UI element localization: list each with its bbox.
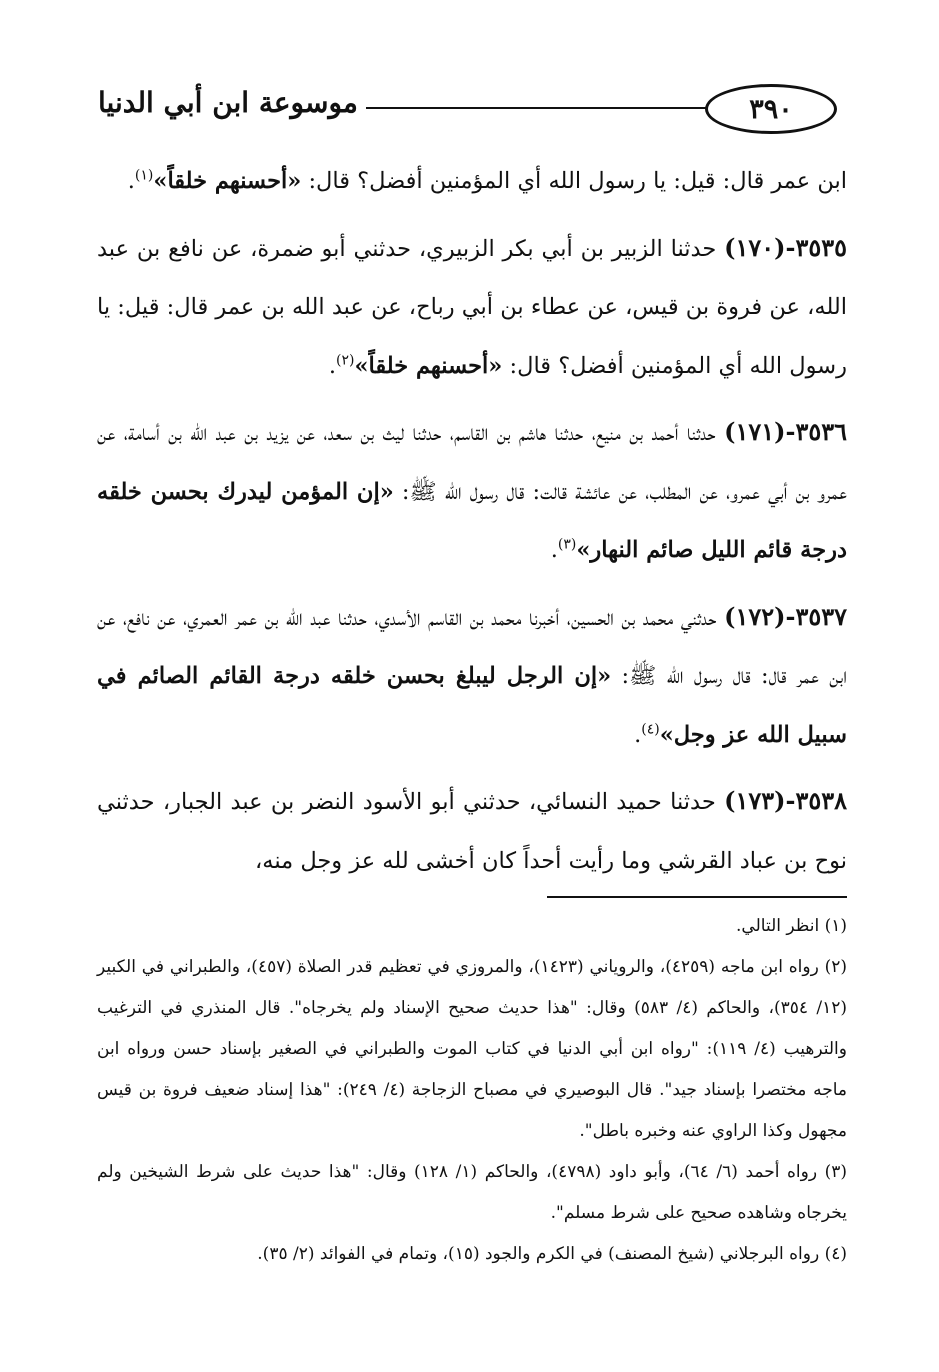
footnote: (٣) رواه أحمد (٦/ ٦٤)، وأبو داود (٤٧٩٨)، والحاكم (١/ ١٢٨) وقال: "هذا حديث على شرط الشيخين ولم يخرجاه وشاهده صحيح على شرط مسلم". [97, 1162, 848, 1223]
text: حدثنا الزبير بن أبي بكر الزبيري، حدثني أبو ضمرة، عن نافع بن عبد الله، عن فروة بن قيس، عن عطاء بن أبي رباح، عن عبد الله بن عمر قال: قيل: يا رسول الله أي المؤمنين أفضل؟ قال: [97, 235, 847, 379]
prophetic-quote: «أحسنهم خلقاً» [354, 352, 503, 379]
prophetic-quote: «إن الرجل ليبلغ بحسن خلقه درجة القائم الصائم في سبيل الله عز وجل» [97, 663, 847, 748]
text: ابن عمر قال: قيل: يا رسول الله أي المؤمنين أفضل؟ قال: [301, 168, 847, 194]
hadith-paragraph [97, 219, 847, 396]
hadith-paragraph [97, 772, 847, 890]
text: حدثنا أحمد بن منيع، حدثنا هاشم بن القاسم، حدثنا ليث بن سعد، عن يزيد بن عبد الله بن أسامة، عن عمرو بن أبي عمرو، عن المطلب، عن عائشة قالت: قال رسول الله ﷺ: [97, 420, 847, 505]
footnote-ref: (٣) [557, 536, 577, 553]
footnote-ref: (١) [134, 167, 154, 184]
footnotes [97, 906, 847, 1275]
footnote-ref: (٢) [335, 352, 355, 368]
page-header [92, 80, 837, 140]
prophetic-quote: «أحسنهم خلقاً» [153, 168, 302, 194]
hadith-paragraph [97, 588, 847, 765]
text: . [550, 537, 558, 563]
hadith-number: ٣٥٣٦-(١٧١) [724, 417, 847, 446]
page-number: ٣٩٠ [705, 84, 837, 134]
footnote-separator [547, 896, 847, 898]
footnote: (١) انظر التالي. [736, 916, 847, 936]
running-title: موسوعة ابن أبي الدنيا [92, 86, 366, 119]
hadith-number: ٣٥٣٥-(١٧٠) [724, 232, 847, 262]
text: . [634, 721, 642, 748]
main-text [97, 152, 847, 890]
text: . [127, 168, 135, 194]
hadith-paragraph [97, 403, 847, 580]
hadith-number: ٣٥٣٧-(١٧٢) [724, 601, 847, 631]
paragraph [97, 152, 847, 211]
footnote: (٤) رواه البرجلاني (شيخ المصنف) في الكرم والجود (١٥)، وتمام في الفوائد (٢/ ٣٥). [257, 1244, 847, 1264]
text: . [328, 352, 336, 379]
footnote-ref: (٤) [641, 721, 660, 737]
footnote: (٢) رواه ابن ماجه (٤٢٥٩)، والروياني (١٤٢٣)، والمروزي في تعظيم قدر الصلاة (٤٥٧)، والطبراني في الكبير (١٢/ ٣٥٤)، والحاكم (٤/ ٥٨٣) وقال: "هذا حديث صحيح الإسناد ولم يخرجاه". قال المنذري في الترغيب والترهيب (٤/ ١١٩): "رواه ابن أبي الدنيا في كتاب الموت والطبراني في الصغير بإسناد حسن ورواه ابن ماجه مختصرا بإسناد جيد". قال البوصيري في مصباح الزجاجة (٤/ ٢٤٩): "هذا إسناد ضعيف فروة بن قيس مجهول وكذا الراوي عنه وخبره باطل". [97, 957, 848, 1141]
prophetic-quote: «إن المؤمن ليدرك بحسن خلقه درجة قائم الليل صائم النهار» [97, 478, 847, 563]
text: حدثنا حميد النسائي، حدثني أبو الأسود النضر بن عبد الجبار، حدثني نوح بن عباد القرشي وما رأيت أحداً كان أخشى لله عز وجل منه، [97, 789, 847, 874]
hadith-number: ٣٥٣٨-(١٧٣) [724, 786, 847, 815]
text: حدثني محمد بن الحسين، أخبرنا محمد بن القاسم الأسدي، حدثنا عبد الله بن عمر العمري، عن نافع، عن ابن عمر قال: قال رسول الله ﷺ: [97, 604, 847, 689]
